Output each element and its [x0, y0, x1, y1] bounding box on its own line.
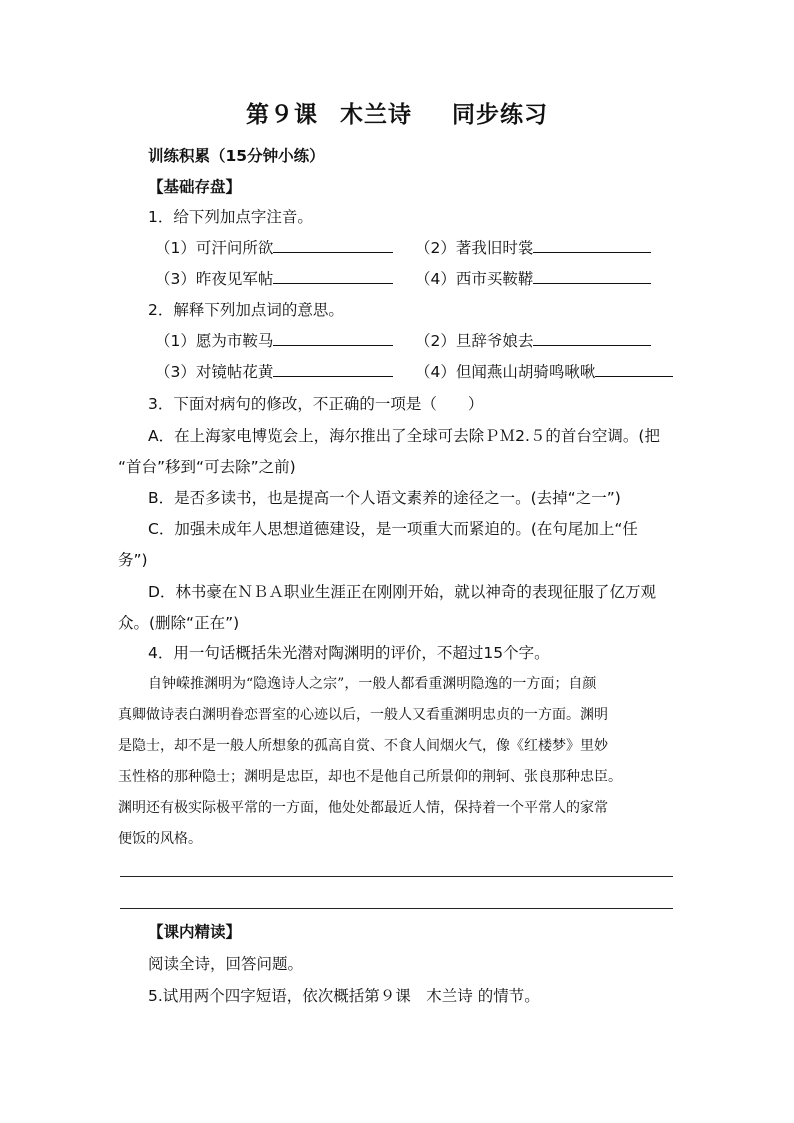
question-5-stem: 5.试用两个四字短语，依次概括第９课 木兰诗 的情节。	[148, 987, 540, 1005]
poem-title: 木兰诗	[340, 101, 412, 128]
answer-blank[interactable]	[533, 238, 651, 253]
question-1-item	[415, 269, 651, 289]
item-text: （3）对镜帖花黄	[155, 363, 274, 381]
reading-instruction: 阅读全诗，回答问题。	[148, 955, 304, 973]
option-c-line2: 务”)	[118, 551, 148, 569]
question-1-item	[155, 269, 393, 289]
option-a-line1: A．在上海家电博览会上，海尔推出了全球可去除ＰＭ2.５的首台空调。(把	[148, 427, 660, 445]
answer-blank[interactable]	[273, 269, 393, 284]
question-1-item	[415, 238, 651, 258]
item-text: （3）昨夜见军帖	[155, 270, 274, 288]
passage-line: 渊明还有极实际极平常的一方面，他处处都最近人情，保持着一个平常人的家常	[118, 800, 608, 816]
item-text: （2）旦辞爷娘去	[415, 332, 534, 350]
option-d-line1: D．林书豪在ＮＢＡ职业生涯正在刚刚开始，就以神奇的表现征服了亿万观	[148, 583, 656, 601]
answer-blank[interactable]	[273, 238, 393, 253]
question-1-item	[155, 238, 393, 258]
lesson-number: 第９课	[246, 101, 318, 128]
question-2-item	[415, 331, 651, 351]
question-2-stem: 2．解释下列加点词的意思。	[148, 301, 344, 319]
answer-line[interactable]	[120, 876, 673, 877]
question-1-stem: 1．给下列加点字注音。	[148, 208, 313, 226]
answer-blank[interactable]	[595, 362, 673, 377]
item-text: （1）可汗问所欲	[155, 239, 274, 257]
section-close-reading: 【课内精读】	[148, 923, 242, 941]
item-text: （4）但闻燕山胡骑鸣啾啾	[415, 363, 596, 381]
answer-blank[interactable]	[533, 331, 651, 346]
option-c-line1: C．加强未成年人思想道德建设，是一项重大而紧迫的。(在句尾加上“任	[148, 520, 638, 538]
answer-blank[interactable]	[533, 269, 651, 284]
passage-line: 自钟嵘推渊明为“隐逸诗人之宗”，一般人都看重渊明隐逸的一方面；自颜	[148, 676, 597, 692]
option-a-line2: “首台”移到“可去除”之前)	[118, 458, 296, 476]
passage-line: 便饭的风格。	[118, 831, 202, 847]
passage-line: 玉性格的那种隐士；渊明是忠臣，却也不是他自己所景仰的荆轲、张良那种忠臣。	[118, 769, 622, 785]
exercise-label: 同步练习	[452, 101, 548, 128]
section-basics: 【基础存盘】	[148, 178, 242, 196]
option-b: B．是否多读书，也是提高一个人语文素养的途径之一。(去掉“之一”)	[148, 489, 621, 507]
item-text: （4）西市买鞍鞯	[415, 270, 534, 288]
answer-blank[interactable]	[273, 362, 393, 377]
page-title	[0, 96, 794, 129]
question-2-item	[155, 362, 393, 382]
question-4-stem: 4．用一句话概括朱光潜对陶渊明的评价，不超过15个字。	[148, 644, 550, 662]
question-3-stem: 3．下面对病句的修改，不正确的一项是（ ）	[148, 395, 484, 413]
section-training: 训练积累（15分钟小练）	[148, 147, 325, 165]
passage-line: 是隐士，却不是一般人所想象的孤高自赏、不食人间烟火气，像《红楼梦》里妙	[118, 738, 608, 754]
passage-line: 真卿做诗表白渊明眷恋晋室的心迹以后，一般人又看重渊明忠贞的一方面。渊明	[118, 707, 608, 723]
answer-blank[interactable]	[273, 331, 393, 346]
item-text: （2）著我旧时裳	[415, 239, 534, 257]
option-d-line2: 众。(删除“正在”)	[118, 614, 240, 632]
answer-line[interactable]	[120, 908, 673, 909]
item-text: （1）愿为市鞍马	[155, 332, 274, 350]
question-2-item	[155, 331, 393, 351]
question-2-item	[415, 362, 673, 382]
